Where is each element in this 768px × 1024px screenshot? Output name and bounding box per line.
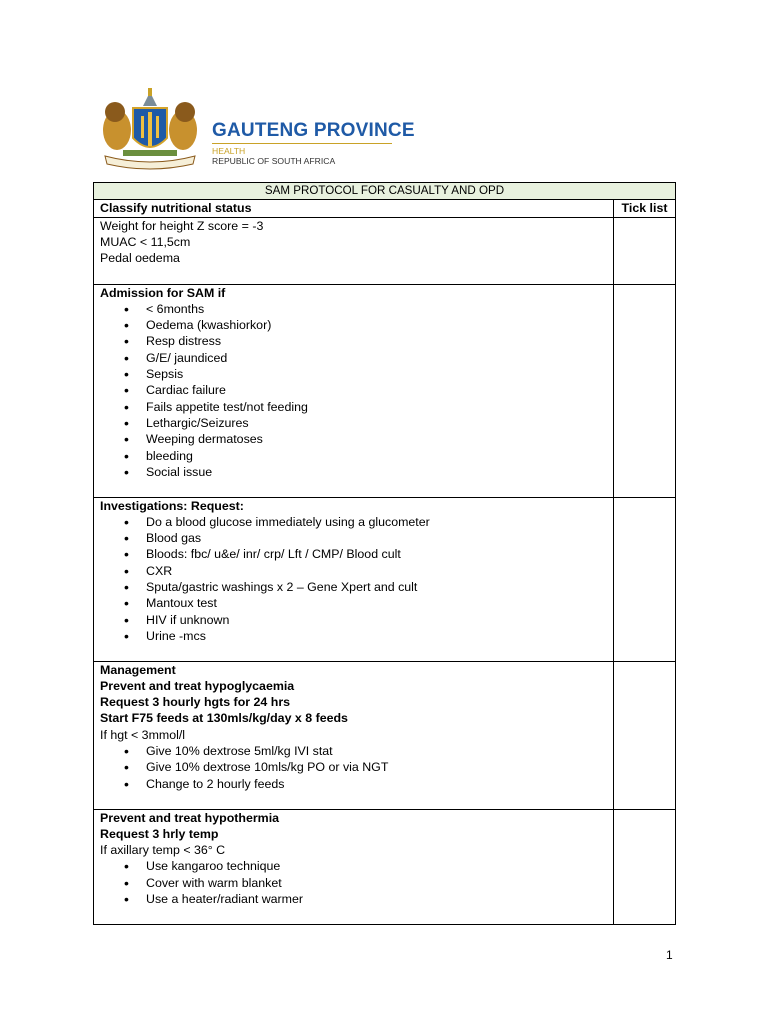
admission-criteria-list [100, 301, 607, 480]
list-item: • Blood gas [146, 530, 607, 546]
section-subheading: Request 3 hourly hgts for 24 hrs [100, 695, 291, 710]
table-row [94, 497, 676, 661]
list-item: • Sepsis [146, 366, 607, 382]
list-item: • Use a heater/radiant warmer [146, 891, 607, 907]
list-item: • Cover with warm blanket [146, 875, 607, 891]
page-number: 1 [666, 948, 673, 962]
table-title-row [94, 183, 676, 200]
table-row [94, 284, 676, 497]
tick-box[interactable] [614, 217, 676, 284]
list-item: • HIV if unknown [146, 612, 607, 628]
tick-box[interactable] [614, 284, 676, 497]
condition-line: If axillary temp < 36° C [100, 843, 226, 858]
list-item: • Oedema (kwashiorkor) [146, 317, 607, 333]
section-admission [94, 284, 614, 497]
country-name: REPUBLIC OF SOUTH AFRICA [212, 156, 336, 166]
list-item: • Social issue [146, 464, 607, 480]
department-name: HEALTH [212, 146, 246, 156]
brand-divider [212, 143, 392, 144]
section-investigations [94, 497, 614, 661]
list-item: • Give 10% dextrose 10mls/kg PO or via NGT [146, 759, 607, 775]
tick-box[interactable] [614, 661, 676, 809]
list-item: • Use kangaroo technique [146, 858, 607, 874]
org-name: GAUTENG PROVINCE [212, 120, 415, 141]
table-header-row [94, 200, 676, 217]
tick-box[interactable] [614, 809, 676, 924]
section-heading: Investigations: Request: [100, 498, 244, 513]
section-hypoglycaemia [94, 661, 614, 809]
section-heading: Prevent and treat hypothermia [100, 810, 280, 825]
list-item: • Fails appetite test/not feeding [146, 399, 607, 415]
sam-protocol-table [93, 182, 676, 925]
section-classification [94, 217, 614, 284]
section-heading: Management [100, 662, 176, 677]
table-row [94, 217, 676, 284]
column-header-tick: Tick list [614, 200, 676, 217]
list-item: • Mantoux test [146, 595, 607, 611]
criterion-line: MUAC < 11,5cm [100, 234, 191, 249]
section-subheading: Prevent and treat hypoglycaemia [100, 678, 295, 693]
table-title: SAM PROTOCOL FOR CASUALTY AND OPD [94, 183, 676, 200]
list-item: • Urine -mcs [146, 628, 607, 644]
list-item: • CXR [146, 563, 607, 579]
criterion-line: Pedal oedema [100, 251, 180, 266]
section-subheading: Request 3 hrly temp [100, 826, 219, 841]
coat-of-arms-icon [95, 86, 205, 170]
list-item: • Give 10% dextrose 5ml/kg IVI stat [146, 743, 607, 759]
brand-block [212, 120, 415, 167]
list-item: • Bloods: fbc/ u&e/ inr/ crp/ Lft / CMP/ Blood cult [146, 546, 607, 562]
section-hypothermia [94, 809, 614, 924]
list-item: • Change to 2 hourly feeds [146, 776, 607, 792]
list-item: • bleeding [146, 448, 607, 464]
list-item: • Sputa/gastric washings x 2 – Gene Xpert and cult [146, 579, 607, 595]
table-row [94, 661, 676, 809]
table-row [94, 809, 676, 924]
criterion-line: Weight for height Z score = -3 [100, 218, 264, 233]
list-item: • Cardiac failure [146, 382, 607, 398]
tick-box[interactable] [614, 497, 676, 661]
list-item: • Resp distress [146, 333, 607, 349]
list-item: • Lethargic/Seizures [146, 415, 607, 431]
list-item: • G/E/ jaundiced [146, 350, 607, 366]
investigations-list [100, 514, 607, 644]
hypothermia-actions-list [100, 858, 607, 907]
document-header [95, 86, 415, 170]
list-item: • Weeping dermatoses [146, 431, 607, 447]
section-subheading: Start F75 feeds at 130mls/kg/day x 8 feeds [100, 711, 348, 726]
section-heading: Admission for SAM if [100, 285, 226, 300]
list-item: • Do a blood glucose immediately using a glucometer [146, 514, 607, 530]
condition-line: If hgt < 3mmol/l [100, 727, 186, 742]
column-header-main: Classify nutritional status [94, 200, 614, 217]
hypoglycaemia-actions-list [100, 743, 607, 792]
list-item: • < 6months [146, 301, 607, 317]
